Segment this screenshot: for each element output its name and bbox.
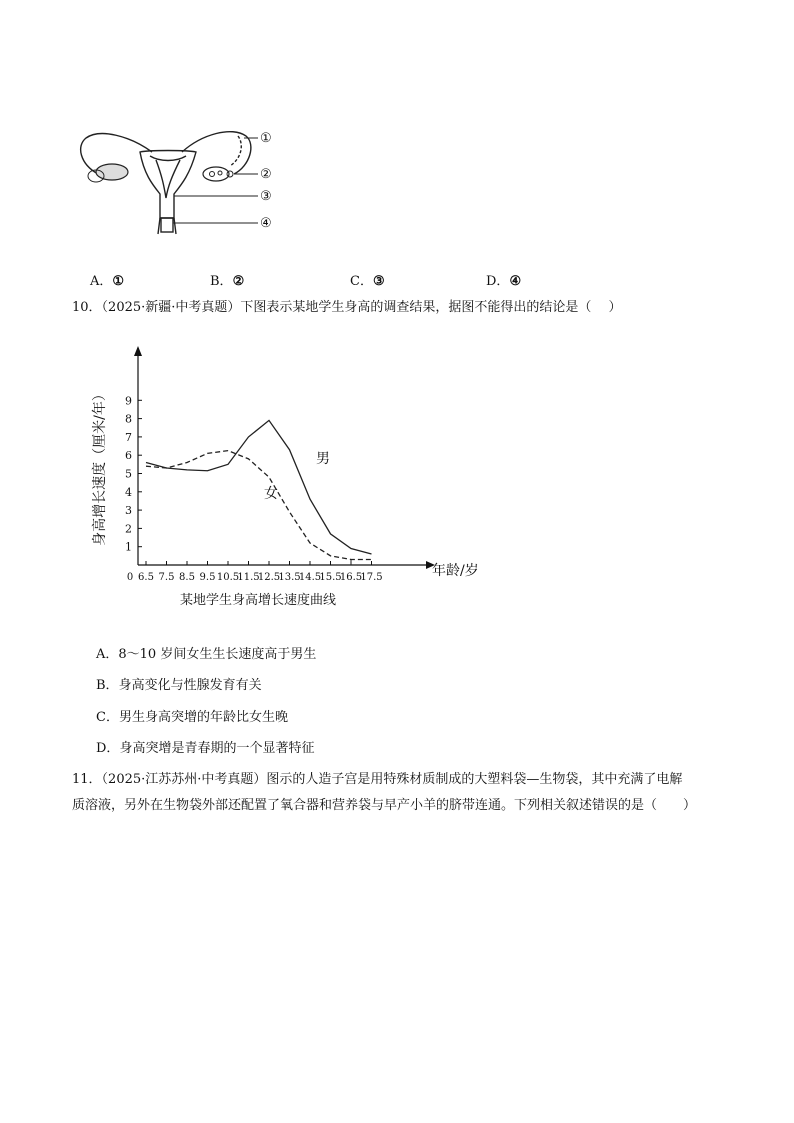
y-tick-label: 6 xyxy=(125,449,132,463)
y-tick-label: 1 xyxy=(125,540,132,554)
y-tick-label: 5 xyxy=(125,467,132,481)
x-tick-label: 11.5 xyxy=(237,572,260,583)
right-ovary xyxy=(203,167,229,181)
series-line-男 xyxy=(146,420,372,554)
series-line-女 xyxy=(146,451,372,560)
y-tick-label: 2 xyxy=(125,522,132,536)
x-tick-label: 12.5 xyxy=(257,572,281,583)
x-axis-label: 年龄/岁 xyxy=(432,563,479,579)
y-tick-label: 3 xyxy=(125,504,132,518)
y-tick-label: 7 xyxy=(125,430,132,444)
x-tick-label: 13.5 xyxy=(278,572,301,583)
q9-option-a[interactable]: A．① xyxy=(90,274,125,289)
label-4: ④ xyxy=(260,216,272,231)
height-growth-chart xyxy=(86,340,496,615)
x-tick-label: 7.5 xyxy=(158,572,175,583)
q10-option-d[interactable]: D．身高突增是青春期的一个显著特征 xyxy=(96,741,315,756)
label-3: ③ xyxy=(260,189,272,204)
x-tick-label: 8.5 xyxy=(179,572,195,583)
y-axis-label: 身高增长速度（厘米/年） xyxy=(92,387,108,546)
chart-title: 某地学生身高增长速度曲线 xyxy=(179,593,337,608)
y-tick-label: 9 xyxy=(125,394,132,408)
q11-stem-line2: 质溶液，另外在生物袋外部还配置了氧合器和营养袋与早产小羊的脐带连通。下列相关叙述错误的是（ ） xyxy=(72,798,697,813)
x-tick-label: 17.5 xyxy=(360,572,383,583)
y-axis-arrow xyxy=(134,346,142,356)
y-tick-label: 8 xyxy=(125,412,132,426)
label-1: ① xyxy=(260,131,272,146)
x-tick-label: 15.5 xyxy=(319,572,342,583)
q9-option-c[interactable]: C．③ xyxy=(350,274,385,289)
q9-option-b[interactable]: B．② xyxy=(210,274,245,289)
x-tick-label: 16.5 xyxy=(339,572,363,583)
x-tick-label: 14.5 xyxy=(298,572,322,583)
y-tick-label: 4 xyxy=(125,485,132,499)
x-tick-label: 0 xyxy=(126,572,134,583)
x-tick-label: 9.5 xyxy=(199,572,216,583)
uterus-diagram xyxy=(70,122,290,237)
series-label-female: 女 xyxy=(264,486,278,502)
x-tick-label: 10.5 xyxy=(216,572,240,583)
q11-stem-line1: 11．（2025·江苏苏州·中考真题）图示的人造子宫是用特殊材质制成的大塑料袋—生物袋，其中充满了电解 xyxy=(72,772,683,787)
q10-option-c[interactable]: C．男生身高突增的年龄比女生晚 xyxy=(96,710,288,725)
q10-option-b[interactable]: B．身高变化与性腺发育有关 xyxy=(96,678,262,693)
q10-stem: 10．（2025·新疆·中考真题）下图表示某地学生身高的调查结果，据图不能得出的结论是（ ） xyxy=(72,300,622,315)
x-tick-label: 6.5 xyxy=(138,572,154,583)
q9-option-d[interactable]: D．④ xyxy=(486,274,522,289)
q11-stem xyxy=(72,767,732,819)
series-label-male: 男 xyxy=(316,451,330,467)
q10-option-a[interactable]: A．8～10 岁间女生生长速度高于男生 xyxy=(96,647,317,662)
label-2: ② xyxy=(260,167,272,182)
left-ovary xyxy=(96,164,128,180)
